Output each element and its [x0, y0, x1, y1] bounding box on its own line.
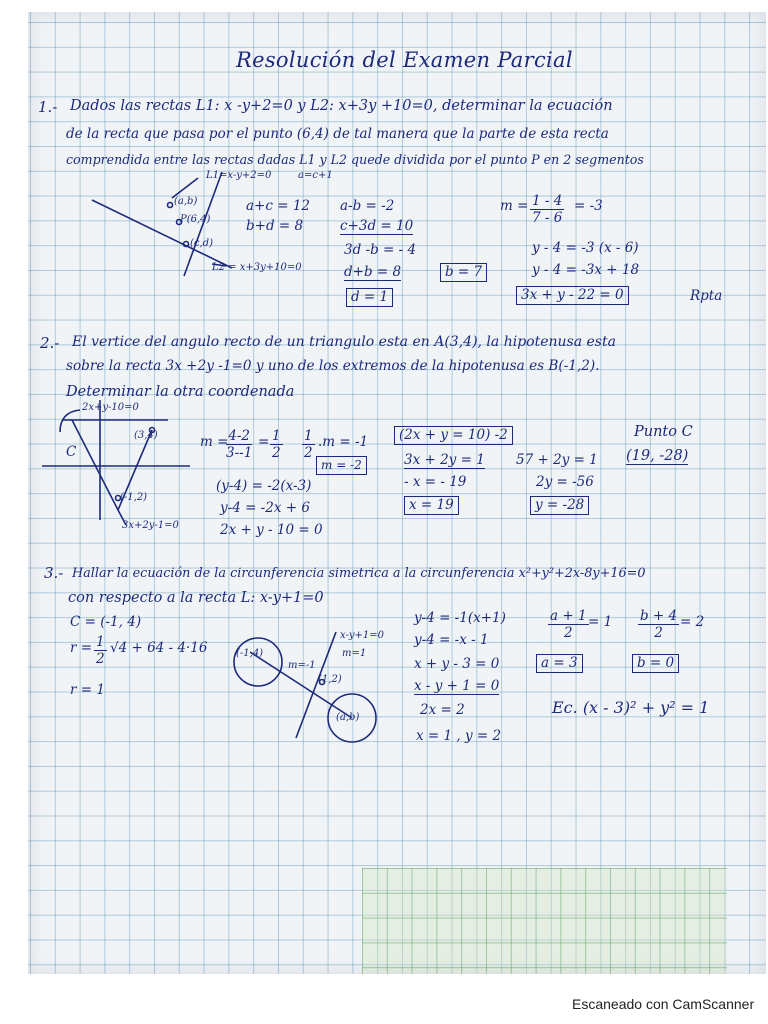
problem-3-line-2: con respecto a la recta L: x-y+1=0	[68, 590, 324, 606]
p3-eq-sum: 2x = 2	[420, 702, 465, 718]
problem-1-number: 1.-	[38, 98, 58, 116]
p2-eq-point-slope: (y-4) = -2(x-3)	[216, 478, 312, 494]
p3-eq-perp-3: x + y - 3 = 0	[414, 656, 500, 672]
p1-rpta-label: Rpta	[690, 288, 723, 304]
p2-perp-denominator: 2	[304, 445, 313, 461]
p1-slope-value: = -3	[574, 198, 603, 214]
problem-2-line-1: El vertice del angulo recto de un triangulo esta en A(3,4), la hipotenusa esta	[72, 334, 616, 350]
p2-slope-result: m = -2	[316, 456, 367, 475]
p1-eq-c-3d: c+3d = 10	[340, 218, 414, 234]
p3-frac-a-numerator: a + 1	[550, 608, 587, 624]
p3-eq-intersection: x = 1 , y = 2	[416, 728, 502, 744]
problem-3-line-1: Hallar la ecuación de la circunferencia simetrica a la circunferencia x²+y²+2x-8y+16=0	[72, 566, 646, 581]
p3-frac-b-value: = 2	[680, 614, 705, 630]
problem-1-line-1: Dados las rectas L1: x -y+2=0 y L2: x+3y +10=0, determinar la ecuación	[70, 98, 613, 114]
p1-slope-numerator: 1 - 4	[532, 193, 563, 209]
p1-ab-label: (a,b)	[174, 196, 198, 207]
page-title: Resolución del Examen Parcial	[236, 48, 573, 72]
p1-l2-label: L2 = x+3y+10=0	[212, 262, 302, 273]
p2-slope-label: m =	[200, 434, 229, 450]
p1-eq-a-plus-c: a+c = 12	[246, 198, 310, 214]
p1-cd-label: (c,d)	[190, 238, 213, 249]
p1-eq-3d-b: 3d -b = - 4	[344, 242, 417, 258]
p3-eq-line: x - y + 1 = 0	[414, 678, 500, 694]
p3-line-slope: m=1	[342, 648, 367, 659]
p3-perp-slope: m=-1	[288, 660, 316, 671]
p2-eq-expanded: y-4 = -2x + 6	[220, 500, 310, 516]
p3-frac-b	[638, 608, 679, 641]
p2-top-line-label: 2x+y-10=0	[82, 402, 139, 413]
p3-radius-sqrt: √4 + 64 - 4·16	[110, 640, 208, 656]
p3-result-a: a = 3	[536, 654, 583, 673]
p3-new-center-label: (a,b)	[336, 712, 360, 723]
p3-radius-value: r = 1	[70, 682, 105, 698]
p1-a-relation: a=c+1	[298, 170, 333, 181]
p3-center: C = (-1, 4)	[70, 614, 142, 630]
p3-radius-denominator: 2	[96, 651, 105, 667]
p3-radius-numerator: 1	[96, 634, 105, 650]
problem-1-line-2: de la recta que pasa por el punto (6,4) de tal manera que la parte de esta recta	[66, 126, 609, 142]
p2-point-b-label: (-1,2)	[120, 492, 148, 503]
problem-2-line-2: sobre la recta 3x +2y -1=0 y uno de los extremos de la hipotenusa es B(-1,2).	[66, 358, 600, 374]
p1-eq-a-minus-b: a-b = -2	[340, 198, 395, 214]
p3-frac-b-denominator: 2	[654, 625, 663, 641]
p3-radius-label: r =	[70, 640, 93, 656]
p2-result-x: x = 19	[404, 496, 459, 515]
p2-eq-general: 2x + y - 10 = 0	[220, 522, 323, 538]
p2-slope-numerator: 4-2	[228, 428, 251, 444]
p1-result-b: b = 7	[440, 263, 487, 282]
p2-point-a-label: (3,4)	[134, 430, 158, 441]
p2-sub-eq-1: 57 + 2y = 1	[516, 452, 598, 468]
p1-eq-b-plus-d: b+d = 8	[246, 218, 304, 234]
p3-midpoint-label: (1,2)	[318, 674, 342, 685]
p3-frac-b-numerator: b + 4	[640, 608, 678, 624]
p2-system-eq-2: 3x + 2y = 1	[404, 452, 485, 468]
problem-1-line-3: comprendida entre las rectas dadas L1 y L2 quede dividida por el punto P en 2 segmentos	[66, 152, 644, 167]
p3-line-label: x-y+1=0	[340, 630, 384, 641]
p1-final-answer: 3x + y - 22 = 0	[516, 286, 629, 305]
p3-original-center-label: (-1,4)	[236, 648, 264, 659]
p3-frac-a	[548, 608, 589, 641]
p1-l1-label: L1=x-y+2=0	[206, 170, 272, 181]
p2-bottom-line-label: 3x+2y-1=0	[122, 520, 179, 531]
p1-p-label: P(6,4)	[180, 214, 211, 225]
p2-half-numerator: 1	[272, 428, 281, 444]
problem-2-number: 2.-	[40, 334, 60, 352]
p2-point-c-label: C	[66, 444, 77, 460]
p1-eq-point-slope: y - 4 = -3 (x - 6)	[532, 240, 639, 256]
p2-slope-equals: =	[258, 434, 270, 450]
p2-answer-label: Punto C	[634, 424, 693, 440]
p3-eq-perp-1: y-4 = -1(x+1)	[414, 610, 506, 626]
p2-answer-value: (19, -28)	[626, 448, 689, 464]
p3-final-equation: Ec. (x - 3)² + y² = 1	[552, 698, 710, 717]
p1-slope-label: m =	[500, 198, 529, 214]
scanner-watermark: Escaneado con CamScanner	[572, 996, 755, 1012]
p1-slope-denominator: 7 - 6	[532, 210, 563, 226]
p2-perp-numerator: 1	[304, 428, 313, 444]
p2-system-eq-1: (2x + y = 10) -2	[394, 426, 513, 445]
p1-eq-expanded: y - 4 = -3x + 18	[532, 262, 640, 278]
p3-frac-a-value: = 1	[588, 614, 613, 630]
p2-sub-eq-2: 2y = -56	[536, 474, 594, 490]
p3-result-b: b = 0	[632, 654, 679, 673]
p3-original-circle	[234, 638, 282, 686]
p2-system-sum: - x = - 19	[404, 474, 467, 490]
p3-eq-perp-2: y-4 = -x - 1	[414, 632, 489, 648]
p2-result-y: y = -28	[530, 496, 589, 515]
p1-result-d: d = 1	[346, 288, 393, 307]
p2-slope-denominator: 3--1	[226, 445, 253, 461]
p2-perp-product: .m = -1	[318, 434, 369, 450]
p3-frac-a-denominator: 2	[563, 625, 573, 641]
problem-3-number: 3.-	[44, 564, 64, 582]
problem-2-line-3: Determinar la otra coordenada	[66, 384, 295, 400]
p1-eq-d-b: d+b = 8	[344, 264, 402, 280]
p2-half-denominator: 2	[272, 445, 281, 461]
